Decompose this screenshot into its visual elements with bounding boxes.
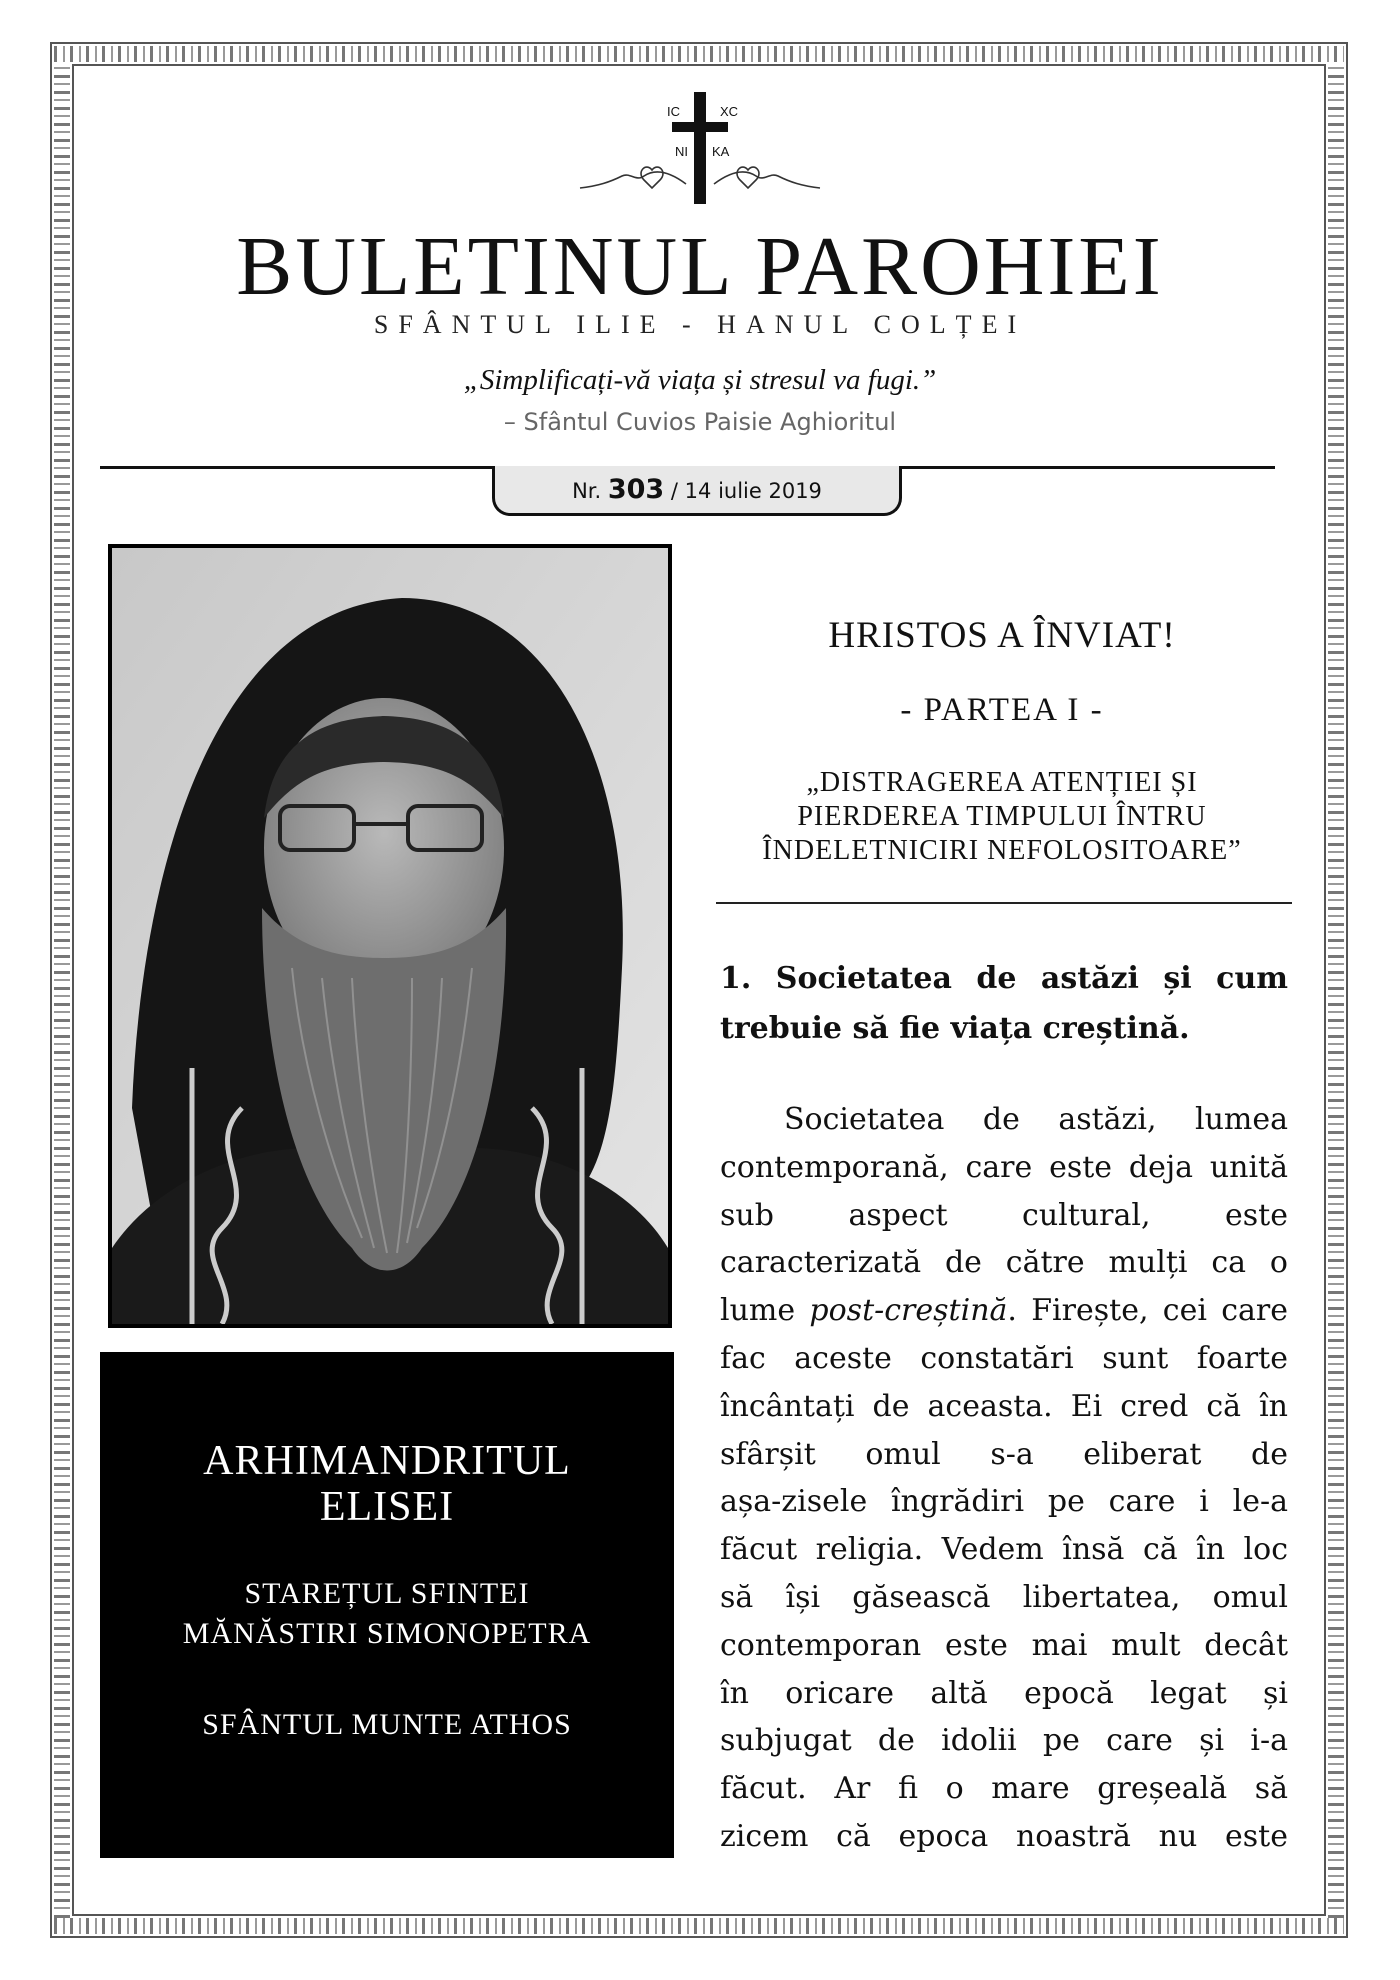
caption-role-line2: MĂNĂSTIRI SIMONOPETRA bbox=[182, 1617, 592, 1650]
article-body bbox=[720, 1096, 1288, 1861]
body-line: contemporană, care este deja unită bbox=[720, 1149, 1288, 1185]
epigraph-author: – Sfântul Cuvios Paisie Aghioritul bbox=[503, 408, 897, 436]
issue-prefix: Nr. bbox=[572, 479, 602, 503]
body-line: sub aspect cultural, este bbox=[720, 1197, 1288, 1233]
caption-title-line1: ARHIMANDRITUL bbox=[203, 1438, 571, 1484]
body-line-start: lume bbox=[720, 1293, 810, 1329]
body-line: făcut. Ar fi o mare greșeală să bbox=[720, 1771, 1288, 1807]
epigraph-quote: „Simplificați-vă viața și stresul va fugi.” bbox=[463, 364, 937, 396]
orthodox-cross-icon bbox=[560, 92, 840, 212]
body-line: caracterizată de către mulți ca o bbox=[720, 1245, 1288, 1281]
caption-title bbox=[100, 1438, 674, 1530]
bulletin-title: BULETINUL PAROHIEI bbox=[236, 220, 1164, 313]
issue-date: / 14 iulie 2019 bbox=[670, 479, 822, 503]
body-line: în oricare altă epocă legat și bbox=[720, 1675, 1288, 1711]
body-line: încântați de aceasta. Ei cred că în bbox=[720, 1388, 1288, 1424]
caption-location: SFÂNTUL MUNTE ATHOS bbox=[202, 1708, 572, 1741]
body-line-end: . Firește, cei care bbox=[1007, 1293, 1288, 1329]
article-subtitle-line: PIERDEREA TIMPULUI ÎNTRU bbox=[797, 801, 1207, 832]
article-divider bbox=[716, 902, 1292, 904]
caption-title-line2: ELISEI bbox=[319, 1484, 455, 1530]
body-line: sfârșit omul s-a eliberat de bbox=[720, 1436, 1288, 1472]
body-line: Societatea de astăzi, lumea bbox=[784, 1102, 1288, 1137]
monk-portrait-image bbox=[112, 548, 668, 1324]
article-subtitle bbox=[712, 766, 1292, 868]
parish-name: SFÂNTUL ILIE - HANUL COLȚEI bbox=[373, 310, 1027, 339]
body-line: așa-zisele îngrădiri pe care i le-a bbox=[720, 1484, 1288, 1520]
cross-letter-ni: NI bbox=[675, 144, 688, 159]
body-line: subjugat de idolii pe care și i-a bbox=[720, 1723, 1288, 1759]
article-subtitle-line: ÎNDELETNICIRI NEFOLOSITOARE” bbox=[762, 835, 1242, 866]
body-line: făcut religia. Vedem însă că în loc bbox=[720, 1532, 1288, 1568]
body-line: să își găsească libertatea, omul bbox=[720, 1579, 1288, 1615]
cross-letter-ka: KA bbox=[712, 144, 730, 159]
body-line: fac aceste constatări sunt foarte bbox=[720, 1340, 1288, 1376]
italic-term: post-creștină bbox=[809, 1293, 1008, 1329]
issue-badge bbox=[492, 466, 902, 516]
article-subtitle-line: „DISTRAGEREA ATENȚIEI ȘI bbox=[806, 767, 1198, 798]
portrait-photo bbox=[108, 544, 672, 1328]
body-line bbox=[720, 1287, 1288, 1335]
body-line: zicem că epoca noastră nu este bbox=[720, 1818, 1288, 1854]
issue-number: 303 bbox=[607, 474, 665, 505]
cross-letter-ic: IC bbox=[667, 104, 680, 119]
caption-role bbox=[100, 1574, 674, 1654]
cross-letter-xc: XC bbox=[720, 104, 739, 119]
article-title: HRISTOS A ÎNVIAT! bbox=[828, 615, 1176, 656]
caption-role-line1: STAREȚUL SFINTEI bbox=[244, 1577, 530, 1610]
portrait-caption bbox=[100, 1352, 674, 1858]
body-line: contemporan este mai mult decât bbox=[720, 1627, 1288, 1663]
section-heading: 1. Societatea de astăzi și cum trebuie să fie viața creștină. bbox=[720, 961, 1288, 1046]
article-part: - PARTEA I - bbox=[900, 692, 1104, 728]
